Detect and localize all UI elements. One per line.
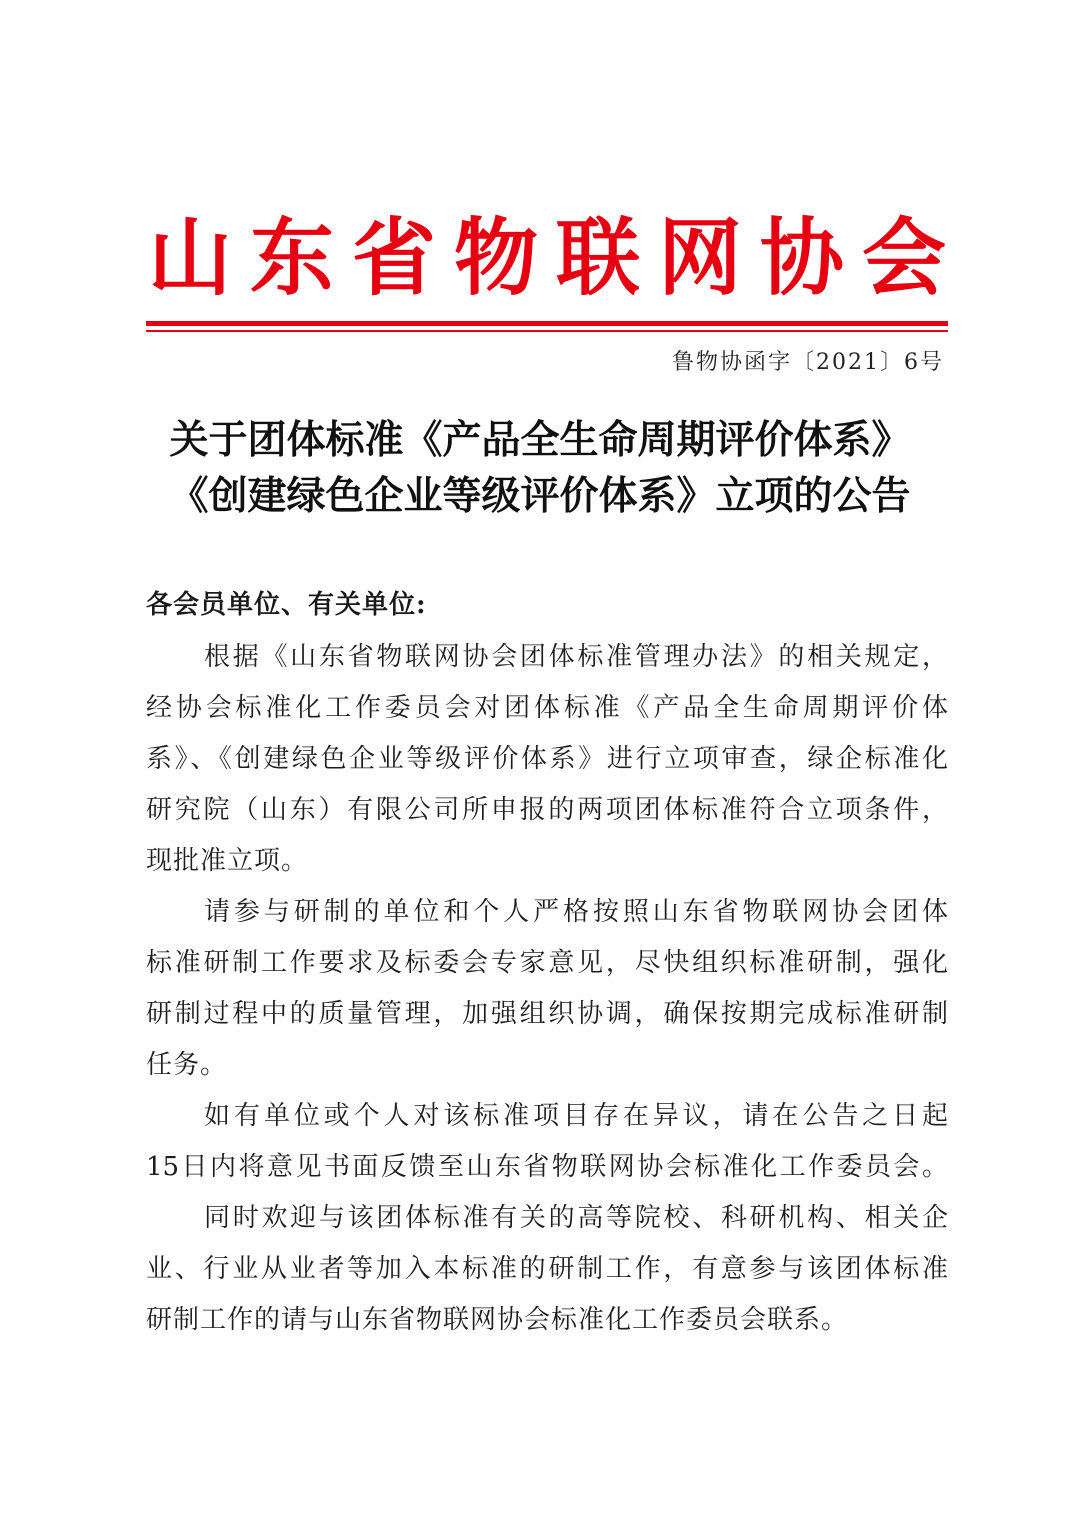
letterhead-divider-thick [146,321,948,326]
letterhead-char: 物 [453,208,538,307]
body-line: 研制过程中的质量管理，加强组织协调，确保按期完成标准研制 [146,999,948,1029]
body-line: 研究院（山东）有限公司所申报的两项团体标准符合立项条件， [146,795,948,825]
announcement-title-line-2: 《创建绿色企业等级评价体系》立项的公告 [169,473,911,519]
body-line: 经协会标准化工作委员会对团体标准《产品全生命周期评价体 [146,693,948,723]
document-number: 鲁物协函字〔2021〕6号 [672,350,944,375]
letterhead-char: 山 [147,208,232,307]
body-line: 请参与研制的单位和个人严格按照山东省物联网协会团体 [204,897,948,927]
body-line: 同时欢迎与该团体标准有关的高等院校、科研机构、相关企 [204,1203,948,1233]
body-line: 业、行业从业者等加入本标准的研制工作，有意参与该团体标准 [146,1254,948,1284]
body-line: 现批准立项。 [146,846,309,876]
letterhead-char: 联 [555,208,640,307]
letterhead-char: 省 [351,208,436,307]
letterhead-divider-thin [146,330,948,332]
letterhead-char: 东 [249,208,334,307]
announcement-title-line-1: 关于团体标准《产品全生命周期评价体系》 [169,417,911,463]
body-line: 研制工作的请与山东省物联网协会标准化工作委员会联系。 [146,1305,849,1335]
letterhead-organization-name [146,205,948,310]
letterhead-char: 协 [759,208,844,307]
letterhead-char: 会 [861,208,946,307]
body-line: 系》、《创建绿色企业等级评价体系》进行立项审查，绿企标准化 [146,744,948,774]
body-line: 如有单位或个人对该标准项目存在异议，请在公告之日起 [204,1101,948,1131]
body-line: 15日内将意见书面反馈至山东省物联网协会标准化工作委员会。 [146,1152,948,1182]
body-line: 根据《山东省物联网协会团体标准管理办法》的相关规定， [204,642,948,672]
body-line: 任务。 [146,1050,228,1080]
salutation: 各会员单位、有关单位: [146,590,427,620]
letterhead-char: 网 [657,208,742,307]
body-line: 标准研制工作要求及标委会专家意见，尽快组织标准研制，强化 [146,948,948,978]
